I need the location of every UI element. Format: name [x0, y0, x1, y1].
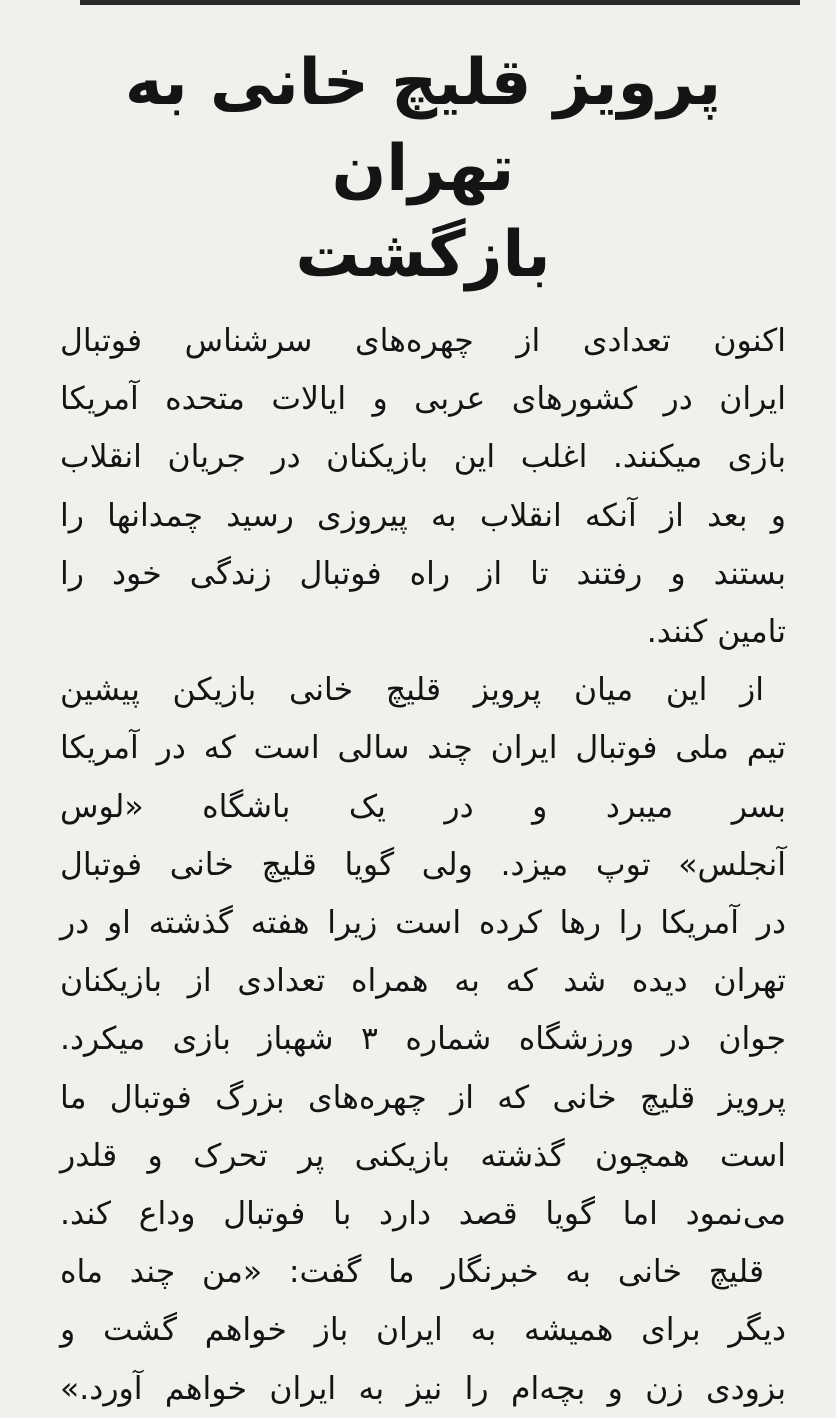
text-line: می‌نمود اما گویا قصد دارد با فوتبال وداع کند.: [60, 1196, 786, 1233]
text-line: قلیچ خانی به خبرنگار ما گفت: «من چند ماه: [60, 1254, 764, 1291]
text-line: تیم ملی فوتبال ایران چند سالی است که در آمریکا: [60, 730, 786, 767]
text-line: دیگر برای همیشه به ایران باز خواهم گشت و: [60, 1312, 786, 1349]
article-body: [60, 312, 786, 1418]
paragraph-3: [60, 1243, 786, 1418]
text-line: بزودی زن و بچه‌ام را نیز به ایران خواهم آورد.»: [60, 1370, 786, 1407]
text-line: تهران دیده شد که به همراه تعدادی از بازیکنان: [60, 963, 786, 1000]
headline: [60, 40, 786, 298]
text-line: و بعد از آنکه انقلاب به پیروزی رسید چمدانها را: [60, 497, 786, 534]
text-line: آنجلس» توپ میزد. ولی گویا قلیچ خانی فوتبال: [60, 846, 786, 883]
top-border-rule: [80, 0, 800, 5]
paragraph-2: [60, 661, 786, 1243]
text-line: اکنون تعدادی از چهره‌های سرشناس فوتبال: [60, 323, 786, 359]
text-line: بازی میکنند. اغلب این بازیکنان در جریان انقلاب: [60, 439, 786, 476]
text-line: پرویز قلیچ خانی که از چهره‌های بزرگ فوتبال ما: [60, 1079, 786, 1116]
newspaper-clipping: [60, 40, 786, 1407]
text-line: تامین کنند.: [646, 614, 786, 651]
headline-line-2: بازگشت: [295, 218, 551, 292]
text-line: ایران در کشورهای عربی و ایالات متحده آمریکا: [60, 381, 786, 418]
headline-line-1: پرویز قلیچ خانی به تهران: [124, 46, 722, 206]
text-line: بستند و رفتند تا از راه فوتبال زندگی خود را: [60, 555, 786, 592]
text-line: است همچون گذشته بازیکنی پر تحرک و قلدر: [60, 1137, 786, 1174]
text-line: در آمریکا را رها کرده است زیرا هفته گذشته او در: [60, 905, 786, 942]
paragraph-1: [60, 312, 786, 661]
text-line: جوان در ورزشگاه شماره ۳ شهباز بازی میکرد.: [60, 1021, 786, 1058]
text-line: از این میان پرویز قلیچ خانی بازیکن پیشین: [60, 672, 764, 709]
text-line: بسر میبرد و در یک باشگاه «لوس: [60, 788, 786, 825]
